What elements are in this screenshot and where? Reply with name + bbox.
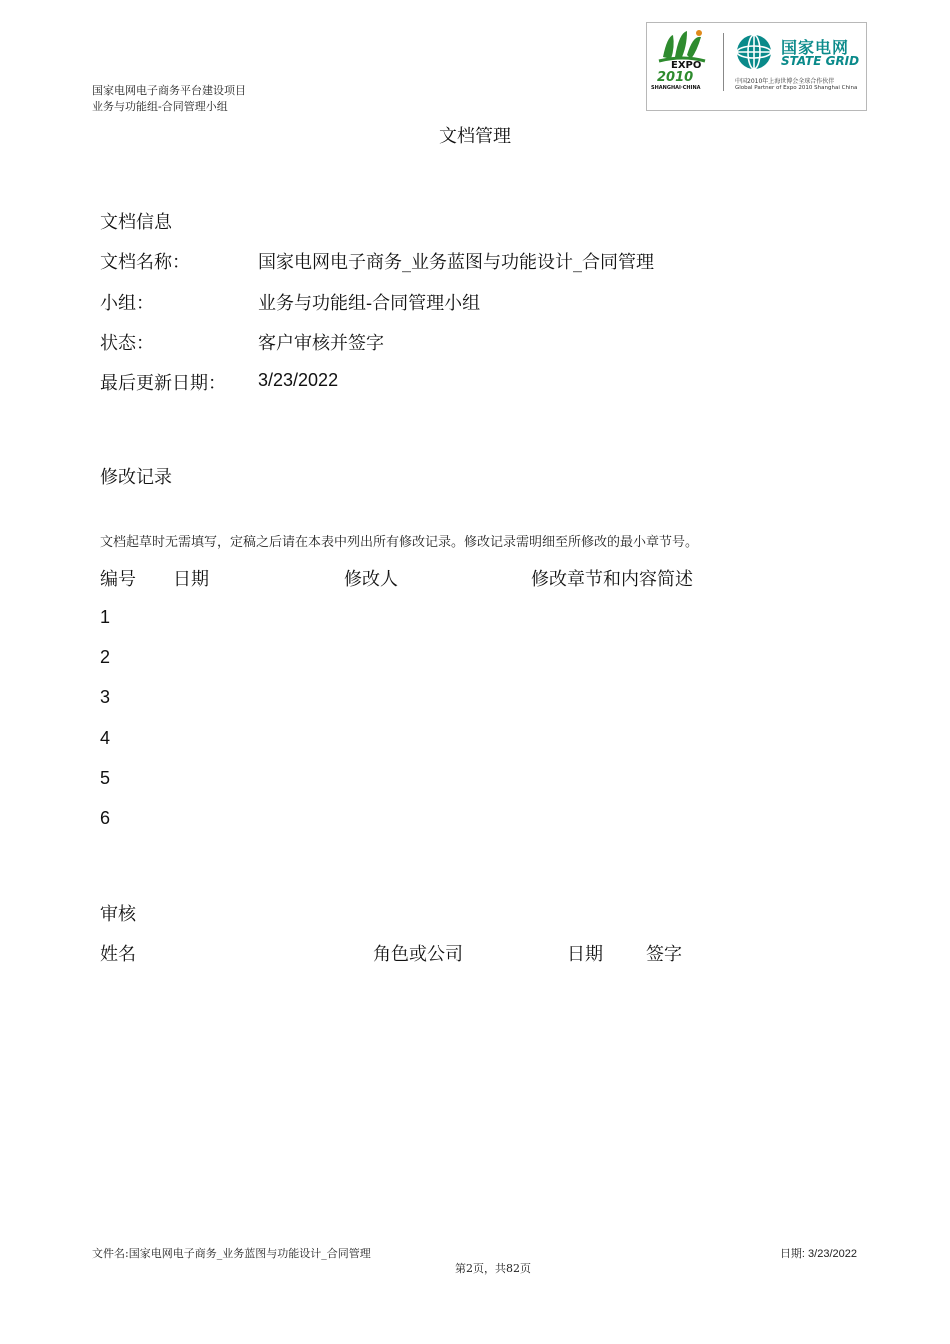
- group-label: 小组：: [100, 293, 154, 314]
- doc-name-label: 文档名称：: [100, 252, 190, 273]
- page-title: 文档管理: [439, 126, 511, 147]
- revision-col-summary: 修改章节和内容简述: [531, 569, 693, 590]
- state-grid-name-cn: 国家电网: [781, 38, 850, 57]
- revision-row-number: 4: [100, 728, 111, 748]
- expo-city: SHANGHAI·CHINA: [651, 85, 701, 91]
- revision-col-date: 日期: [173, 569, 209, 590]
- footer-page-number: 第2页，共82页: [455, 1262, 531, 1275]
- status-label: 状态：: [100, 333, 154, 354]
- doc-info-heading: 文档信息: [100, 212, 172, 233]
- expo-year: 2010: [657, 70, 694, 85]
- review-col-signature: 签字: [646, 944, 682, 965]
- doc-name-value: 国家电网电子商务_业务蓝图与功能设计_合同管理: [258, 252, 654, 273]
- group-value: 业务与功能组-合同管理小组: [258, 293, 481, 314]
- logo-subtitle-cn: 中国2010年上海世博会全球合作伙伴: [735, 78, 835, 85]
- revision-row-number: 3: [100, 687, 111, 707]
- revision-row-number: 1: [100, 607, 111, 627]
- logo-subtitle-en: Global Partner of Expo 2010 Shanghai China: [735, 85, 858, 91]
- footer-date: 日期: 3/23/2022: [779, 1248, 857, 1260]
- revision-row-number: 5: [100, 768, 111, 788]
- footer-filename: 文件名:国家电网电子商务_业务蓝图与功能设计_合同管理: [92, 1247, 371, 1260]
- revision-row-number: 6: [100, 808, 111, 828]
- revision-col-editor: 修改人: [344, 569, 398, 590]
- revision-heading: 修改记录: [100, 467, 172, 488]
- revision-note: 文档起草时无需填写，定稿之后请在本表中列出所有修改记录。修改记录需明细至所修改的最小章节号。: [100, 535, 699, 550]
- logo-box: [646, 22, 867, 111]
- state-grid-name-en: STATE GRID: [781, 54, 860, 68]
- logo-divider: [723, 33, 724, 91]
- review-col-date: 日期: [567, 944, 603, 965]
- state-grid-globe-icon: [735, 33, 773, 71]
- revision-col-number: 编号: [100, 569, 136, 590]
- expo-text: EXPO: [671, 60, 702, 71]
- last-updated-label: 最后更新日期：: [100, 373, 226, 394]
- header-project-line: 国家电网电子商务平台建设项目: [92, 84, 246, 97]
- status-value: 客户审核并签字: [258, 333, 384, 354]
- review-col-role: 角色或公司: [373, 944, 463, 965]
- revision-row-number: 2: [100, 647, 111, 667]
- review-heading: 审核: [100, 904, 136, 925]
- header-group-line: 业务与功能组-合同管理小组: [92, 100, 228, 113]
- last-updated-value: 3/23/2022: [258, 370, 339, 390]
- review-col-name: 姓名: [100, 944, 136, 965]
